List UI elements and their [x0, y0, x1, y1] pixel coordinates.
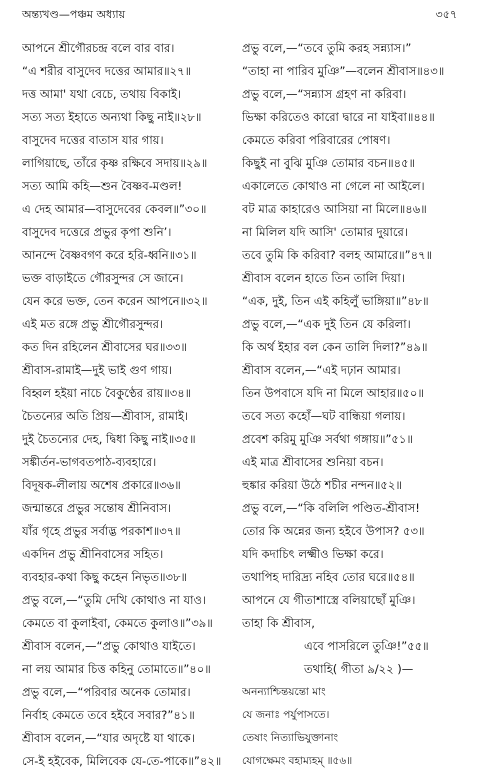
verse-line: আপনে শ্রীগৌরচন্দ্র বলে বার বার। — [22, 41, 175, 55]
verse-line: লাগিয়াছে, তাঁরে কৃষ্ণ রক্ষিবে সদায়॥২৯॥ — [22, 156, 208, 170]
verse-line: কি অর্থ ইহার বল কেন তালি দিলা?”৪৯॥ — [242, 340, 428, 354]
verse-line: প্রভু বলে,—“সন্ন্যাস গ্রহণ না করিবা। — [242, 87, 407, 101]
verse-line: একদিন প্রভু শ্রীনিবাসের সহিত। — [22, 547, 164, 561]
verse-line: না লয় আমার চিত্ত কহিনু তোমাতে॥”৪০॥ — [22, 662, 211, 676]
verse-line: প্রবেশ করিমু মুঞি সর্বথা গঙ্গায়॥”৫১॥ — [242, 432, 413, 446]
verse-line: না মিলিল যদি আসি' তোমার দুয়ারে। — [242, 225, 408, 239]
verse-line: সে-ই হইবেক, মিলিবেক যে-তে-পাকে॥”৪২॥ — [22, 754, 222, 768]
sanskrit-verse-line: যে জনাঃ পর্যুপাসতে। — [242, 709, 330, 721]
verse-line: বিদূষক-লীলায় অশেষ প্রকারে॥৩৬॥ — [22, 478, 181, 492]
verse-line: “এক, দুই, তিন এই কহিলুঁ ভাঙ্গিয়া॥”৪৮॥ — [242, 294, 429, 308]
verse-line: কেমতে করিবা পরিবারের পোষণ। — [242, 133, 391, 147]
verse-line: “তাহা না পারিব মুঞি”—বলেন শ্রীবাস॥৪৩॥ — [242, 64, 445, 78]
verse-line: দত্ত আমা' যথা বেচে, তথায় বিকাই। — [22, 87, 182, 101]
verse-line: প্রভু বলে,—“তবে তুমি করহ সন্ন্যাস।” — [242, 41, 412, 55]
verse-line: বাসুদেব দত্তেরে প্রভুর কৃপা শুনি’। — [22, 225, 172, 239]
verse-line: এবে পাসরিলে তুঞি!”৫৫॥ — [304, 639, 429, 653]
sanskrit-verse-line: তেষাং নিত্যাভিযুক্তানাং — [242, 732, 339, 744]
verse-line: বট মাত্র কাহারেও আসিয়া না মিলে॥৪৬॥ — [242, 202, 427, 216]
verse-line: প্রভু বলে,—“পরিবার অনেক তোমার। — [22, 685, 191, 699]
verse-line: এই মত রঙ্গে প্রভু শ্রীগৌরসুন্দর। — [22, 317, 164, 331]
verse-line: তবে সত্য কহোঁ—ঘট বান্ধিয়া গলায়। — [242, 409, 406, 423]
verse-line: “এ শরীর বাসুদেব দত্তের আমার॥২৭॥ — [22, 64, 192, 78]
verse-line: তবে তুমি কি করিবা? বলহ আমারে॥”৪৭॥ — [242, 248, 433, 262]
page-header — [22, 6, 457, 24]
verse-line: দুই চৈতন্যের দেহ, দ্বিধা কিছু নাই॥৩৫॥ — [22, 432, 196, 446]
verse-line: সত্য আমি কহি—শুন বৈষ্ণব-মণ্ডল! — [22, 179, 183, 193]
verse-line: ভক্ত বাড়াইতে গৌরসুন্দর সে জানে। — [22, 271, 184, 285]
verse-line: এই মাত্র শ্রীবাসের শুনিয়া বচন। — [242, 455, 384, 469]
verse-line: নির্বাহ কেমতে তবে হইবে সবার?”৪১॥ — [22, 708, 195, 722]
verse-line: জন্মান্তরে প্রভুর সন্তোষ শ্রীনিবাস। — [22, 501, 172, 515]
page-number: ৩৫৭ — [435, 8, 457, 21]
verse-line: প্রভু বলে,—“কি বলিলি পণ্ডিত-শ্রীবাস! — [242, 501, 420, 515]
verse-reference: তথাহি( গীতা ৯/২২ )— — [304, 662, 414, 676]
verse-line: যদি কদাচিৎ লক্ষ্মীও ভিক্ষা করে। — [242, 547, 384, 561]
verse-line: তথাপিহ দারিদ্র্য নহিব তোর ঘরে॥৫৪॥ — [242, 570, 415, 584]
verse-line: প্রভু বলে,—“এক দুই তিন যে করিলা। — [242, 317, 411, 331]
verse-line: শ্রীবাস বলেন,—“এই দঢ়ান আমার। — [242, 363, 401, 377]
verse-line: শ্রীবাস বলেন হাতে তিন তালি দিয়া। — [242, 271, 405, 285]
verse-line: চৈতন্যের অতি প্রিয়—শ্রীবাস, রামাই। — [22, 409, 189, 423]
verse-line: কিছুই না বুঝি মুঞি তোমার বচন॥৪৫॥ — [242, 156, 416, 170]
right-column — [242, 37, 462, 773]
sanskrit-verse-line: যোগক্ষেমং বহাম্যহম্ ॥৫৬॥ — [242, 755, 353, 767]
verse-line: আপনে যে গীতাশাস্ত্রে বলিয়াছোঁ মুঞি। — [242, 593, 416, 607]
verse-line: প্রভু বলে,—“তুমি দেখি কোথাও না যাও। — [22, 593, 207, 607]
verse-line: তোর কি অন্নের জন্য হইবে উপাস? ৫৩॥ — [242, 524, 425, 538]
sanskrit-verse-line: অনন্যাশ্চিন্তয়ন্তো মাং — [242, 686, 326, 698]
verse-line: যেন করে ভক্ত, তেন করেন আপনে॥৩২॥ — [22, 294, 208, 308]
verse-line: ব্যবহার-কথা কিছু কহেন নিভৃত॥৩৮॥ — [22, 570, 187, 584]
left-column — [22, 37, 237, 773]
verse-line: যাঁর গৃহে প্রভুর সর্বাদ্ভ পরকাশ॥৩৭॥ — [22, 524, 181, 538]
verse-line: শ্রীবাস-রামাই—দুই ভাই গুণ গায়। — [22, 363, 173, 377]
verse-line: একালেতে কোথাও না গেলে না আইলে। — [242, 179, 425, 193]
verse-line: কত দিন রহিলেন শ্রীবাসের ঘর॥৩৩॥ — [22, 340, 187, 354]
verse-line: ভিক্ষা করিতেও কারো দ্বারে না যাইবা॥৪৪॥ — [242, 110, 435, 124]
verse-line: শ্রীবাস বলেন,—“প্রভু কোথাও যাইতে। — [22, 639, 196, 653]
verse-line: তিন উপবাসে যদি না মিলে আহার॥৫০॥ — [242, 386, 424, 400]
verse-line: তাহা কি শ্রীবাস, — [242, 616, 315, 630]
verse-line: সঙ্কীর্তন-ভাগবতপাঠ-ব্যবহারে। — [22, 455, 157, 469]
verse-line: কেমতে বা কুলাইবা, কেমতে কুলাও॥”৩৯॥ — [22, 616, 213, 630]
verse-line: বাসুদেব দত্তের বাতাস যার গায়। — [22, 133, 164, 147]
verse-line: বিহ্বল হইয়া নাচে বৈকুণ্ঠের রায়॥৩৪॥ — [22, 386, 192, 400]
verse-line: এ দেহ আমার—বাসুদেবের কেবল॥”৩০॥ — [22, 202, 207, 216]
verse-line: সত্য সত্য ইহাতে অন্যথা কিছু নাই॥২৮॥ — [22, 110, 202, 124]
verse-line: শ্রীবাস বলেন,—“যার অদৃষ্টে যা থাকে। — [22, 731, 195, 745]
verse-line: আনন্দে বৈষ্ণবগণ করে হরি-ধ্বনি॥৩১॥ — [22, 248, 197, 262]
verse-line: হুঙ্কার করিয়া উঠে শচীর নন্দন॥৫২॥ — [242, 478, 402, 492]
running-head: অন্ত্যখণ্ড—পঞ্চম অধ্যায় — [22, 8, 126, 21]
